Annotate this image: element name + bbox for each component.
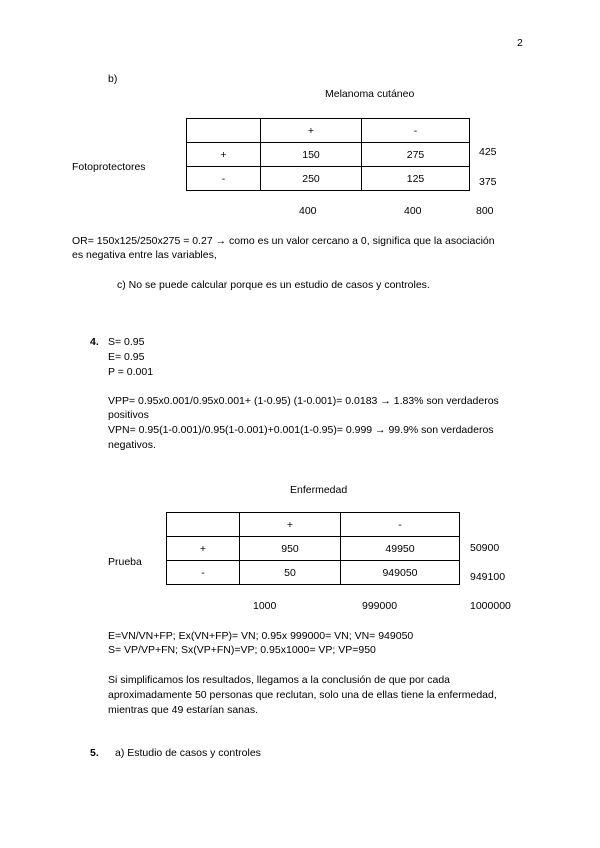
melanoma-table xyxy=(186,118,470,191)
column-total: 1000 xyxy=(253,600,277,612)
header-empty-cell xyxy=(187,119,261,143)
section-4-number: 4. xyxy=(90,336,99,348)
row-total: 949100 xyxy=(470,571,506,583)
sensitivity-equation: S= VP/VP+FN; Sx(VP+FN)=VP; 0.95x1000= VP; VP=950 xyxy=(108,644,376,656)
column-header-positive: + xyxy=(261,119,362,143)
odds-ratio-text-line1: OR= 150x125/250x275 = 0.27 → como es un valor cercano a 0, significa que la asociación xyxy=(72,235,495,247)
prueba-label: Prueba xyxy=(108,556,142,568)
melanoma-table-title: Melanoma cutáneo xyxy=(325,88,415,100)
vpn-line1: VPN= 0.95(1-0.001)/0.95(1-0.001)+0.001(1-0.95)= 0.999 → 99.9% son verdaderos xyxy=(108,424,494,436)
header-empty-cell xyxy=(167,513,240,537)
conclusion-line3: mientras que 49 estarían sanas. xyxy=(108,704,259,716)
row-header-positive: + xyxy=(187,143,261,167)
enfermedad-table-title: Enfermedad xyxy=(290,484,348,496)
vpn-line2: negativos. xyxy=(108,439,156,451)
vpp-line2: positivos xyxy=(108,409,149,421)
conclusion-line2: aproximadamente 50 personas que reclutan, solo una de ellas tiene la enfermedad, xyxy=(108,689,497,701)
row-total: 425 xyxy=(479,146,497,158)
table-cell: 250 xyxy=(261,167,362,191)
table-cell: 950 xyxy=(240,537,341,561)
column-header-negative: - xyxy=(341,513,460,537)
column-header-negative: - xyxy=(362,119,470,143)
table-cell: 275 xyxy=(362,143,470,167)
column-total: 999000 xyxy=(362,600,398,612)
conclusion-line1: Si simplificamos los resultados, llegamos a la conclusión de que por cada xyxy=(108,674,451,686)
vpp-line1: VPP= 0.95x0.001/0.95x0.001+ (1-0.95) (1-0.001)= 0.0183 → 1.83% son verdaderos xyxy=(108,395,499,407)
fotoprotectores-label: Fotoprotectores xyxy=(72,161,146,173)
row-total: 375 xyxy=(479,176,497,188)
table-cell: 949050 xyxy=(341,561,460,585)
column-total: 400 xyxy=(299,205,317,217)
specificity-value: E= 0.95 xyxy=(108,351,145,363)
section-c-text: c) No se puede calcular porque es un estudio de casos y controles. xyxy=(117,279,430,291)
enfermedad-table xyxy=(166,512,460,585)
table-cell: 150 xyxy=(261,143,362,167)
section-5-number: 5. xyxy=(90,747,99,759)
table-cell: 49950 xyxy=(341,537,460,561)
table-cell: 50 xyxy=(240,561,341,585)
section-5-text: a) Estudio de casos y controles xyxy=(115,747,261,759)
section-b-label: b) xyxy=(108,73,118,85)
page-number: 2 xyxy=(517,37,523,49)
table-cell: 125 xyxy=(362,167,470,191)
row-total: 50900 xyxy=(470,542,500,554)
sensitivity-value: S= 0.95 xyxy=(108,336,145,348)
grand-total: 800 xyxy=(476,205,494,217)
column-header-positive: + xyxy=(240,513,341,537)
column-total: 400 xyxy=(404,205,422,217)
odds-ratio-text-line2: es negativa entre las variables, xyxy=(72,249,217,261)
grand-total: 1000000 xyxy=(470,600,511,612)
row-header-negative: - xyxy=(167,561,240,585)
row-header-positive: + xyxy=(167,537,240,561)
row-header-negative: - xyxy=(187,167,261,191)
prevalence-value: P = 0.001 xyxy=(108,366,154,378)
specificity-equation: E=VN/VN+FP; Ex(VN+FP)= VN; 0.95x 999000= VN; VN= 949050 xyxy=(108,630,414,642)
